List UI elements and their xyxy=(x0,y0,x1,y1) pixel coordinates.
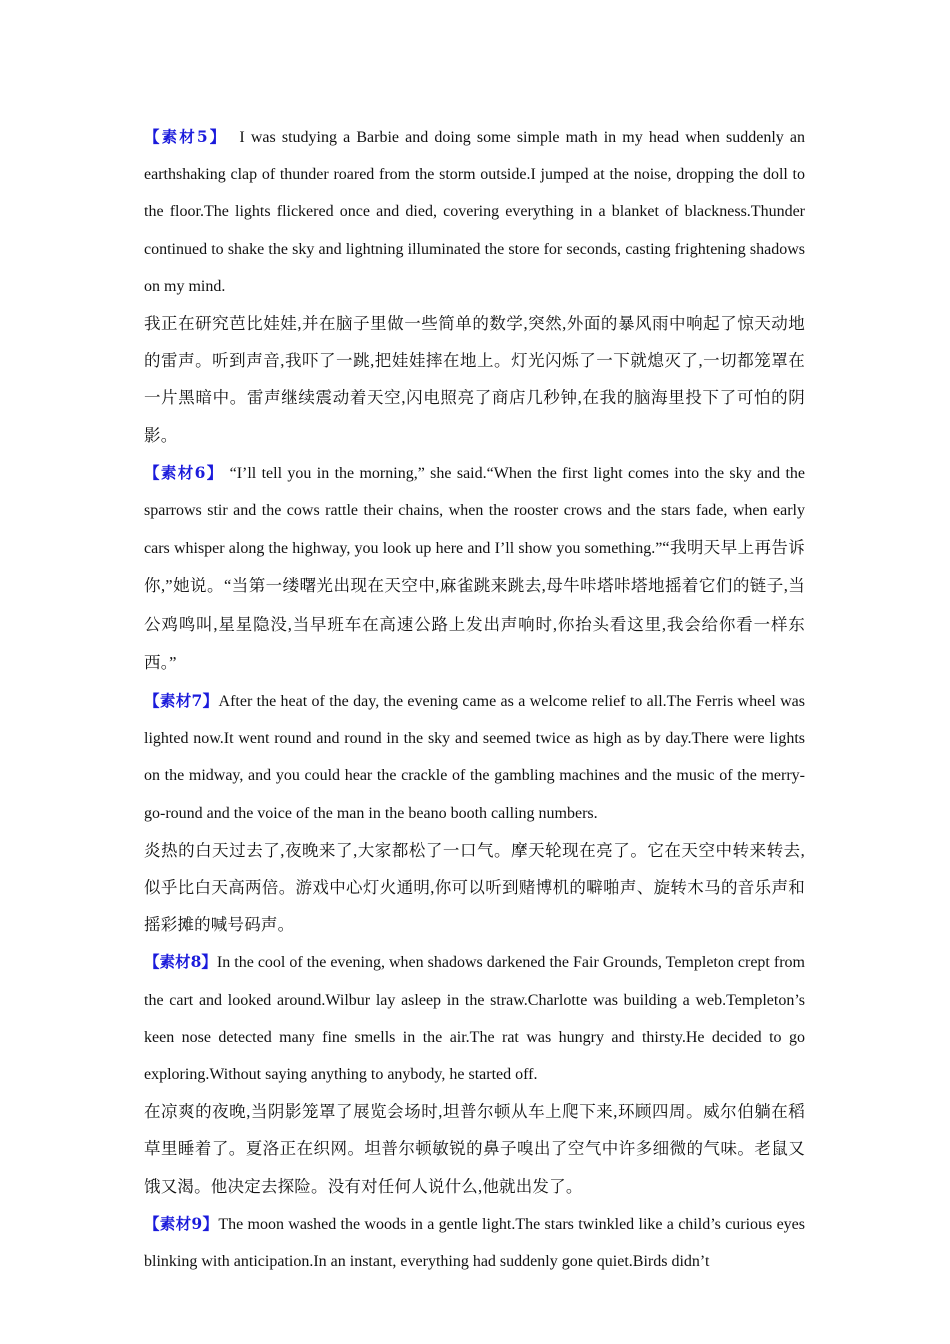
material-8-chinese: 在凉爽的夜晚,当阴影笼罩了展览会场时,坦普尔顿从车上爬下来,环顾四周。威尔伯躺在稻草里睡着了。夏洛正在织网。坦普尔顿敏锐的鼻子嗅出了空气中许多细微的气味。老鼠又饿又渴。他决定去探险。没有对任何人说什么,他就出发了。 xyxy=(144,1102,805,1196)
document-page xyxy=(144,118,805,1280)
material-6-label: 【素材6】 xyxy=(144,462,224,482)
material-7-label: 【素材7】 xyxy=(144,691,219,711)
material-7-english xyxy=(144,682,805,832)
material-6-english-text: “I’ll tell you in the morning,” she said.“When the first light comes into the sky and the sparrows stir and the cows rattle their chains, when the rooster crows and the stars fade, when early cars whisper along the highway, you look up here and I’ll show you something.” xyxy=(144,464,805,558)
material-8-english xyxy=(144,943,805,1093)
material-9-label: 【素材9】 xyxy=(144,1213,219,1233)
material-6-english xyxy=(144,454,805,682)
material-8-label: 【素材8】 xyxy=(144,952,217,972)
material-7-english-text: After the heat of the day, the evening came as a welcome relief to all.The Ferris wheel was lighted now.It went round and round in the sky and seemed twice as high as by day.There were lights on the midway, and you could hear the crackle of the gambling machines and the music of the merry-go-round and the voice of the man in the beano booth calling numbers. xyxy=(144,693,805,822)
material-7-chinese: 炎热的白天过去了,夜晚来了,大家都松了一口气。摩天轮现在亮了。它在天空中转来转去,似乎比白天高两倍。游戏中心灯火通明,你可以听到赌博机的噼啪声、旋转木马的音乐声和摇彩摊的喊号码声。 xyxy=(144,840,805,935)
material-5-label: 【素材5】 xyxy=(144,127,228,146)
material-5-chinese: 我正在研究芭比娃娃,并在脑子里做一些简单的数学,突然,外面的暴风雨中响起了惊天动地的雷声。听到声音,我吓了一跳,把娃娃摔在地上。灯光闪烁了一下就熄灭了,一切都笼罩在一片黑暗中。雷声继续震动着天空,闪电照亮了商店几秒钟,在我的脑海里投下了可怕的阴影。 xyxy=(144,314,805,445)
material-9-english xyxy=(144,1205,805,1280)
material-6-chinese: “我明天早上再告诉你,”她说。“当第一缕曙光出现在天空中,麻雀跳来跳去,母牛咔塔咔塔地摇着它们的链子,当公鸡鸣叫,星星隐没,当早班车在高速公路上发出声响时,你抬头看这里,我会给你看一样东西。” xyxy=(144,538,805,672)
material-8-english-text: In the cool of the evening, when shadows darkened the Fair Grounds, Templeton crept from the cart and looked around.Wilbur lay asleep in the straw.Charlotte was building a web.Templeton’s keen nose detected many fine smells in the air.The rat was hungry and thirsty.He decided to go exploring.Without saying anything to anybody, he started off. xyxy=(144,954,805,1084)
material-5-english xyxy=(144,118,805,305)
material-9-english-text: The moon washed the woods in a gentle light.The stars twinkled like a child’s curious eyes blinking with anticipation.In an instant, everything had suddenly gone quiet.Birds didn’t xyxy=(144,1215,806,1271)
material-5-english-text: I was studying a Barbie and doing some simple math in my head when suddenly an earthshaking clap of thunder roared from the storm outside.I jumped at the noise, dropping the doll to the floor.The lights flickered once and died, covering everything in a blanket of blackness.Thunder continued to shake the sky and lightning illuminated the store for seconds, casting frightening shadows on my mind. xyxy=(144,129,805,295)
